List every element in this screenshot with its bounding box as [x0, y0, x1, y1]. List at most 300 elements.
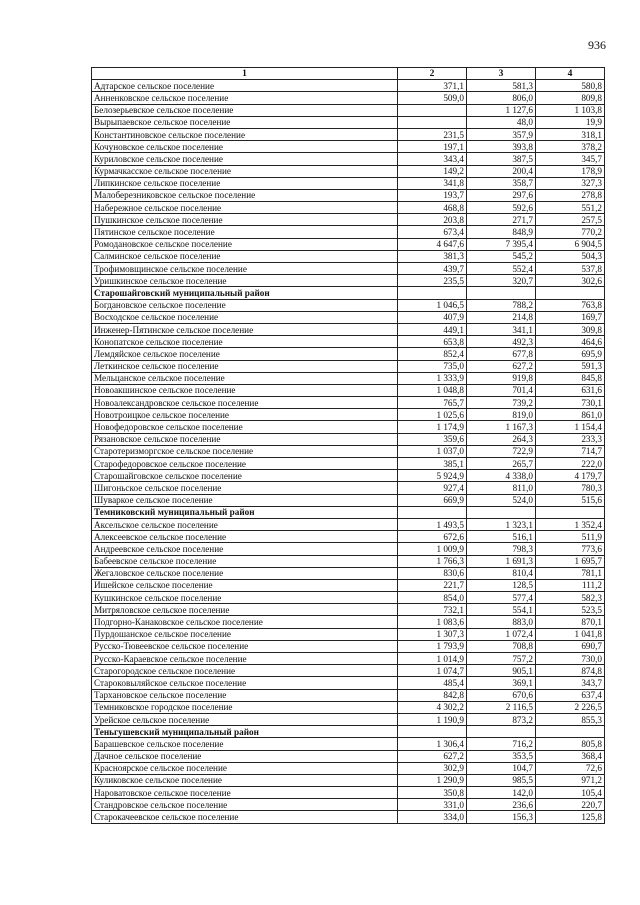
table-row — [92, 336, 605, 348]
value-cell-4 — [536, 287, 605, 299]
value-cell-3: 128,5 — [467, 579, 536, 591]
row-name-cell: Старошайговский муниципальный район — [92, 287, 398, 299]
value-cell-3: 265,7 — [467, 458, 536, 470]
table-row — [92, 238, 605, 250]
value-cell-2: 1 025,6 — [398, 409, 467, 421]
table-row — [92, 299, 605, 311]
value-cell-3: 492,3 — [467, 336, 536, 348]
row-name-cell: Новоакшинское сельское поселение — [92, 384, 398, 396]
value-cell-3: 236,6 — [467, 799, 536, 811]
value-cell-2: 672,6 — [398, 531, 467, 543]
value-cell-4: 278,8 — [536, 189, 605, 201]
value-cell-2: 669,9 — [398, 494, 467, 506]
value-cell-4: 2 226,5 — [536, 701, 605, 713]
value-cell-3: 2 116,5 — [467, 701, 536, 713]
value-cell-3: 919,8 — [467, 372, 536, 384]
value-cell-3: 873,2 — [467, 713, 536, 725]
value-cell-2: 5 924,9 — [398, 470, 467, 482]
table-row — [92, 445, 605, 457]
table-row — [92, 640, 605, 652]
value-cell-4: 523,5 — [536, 604, 605, 616]
row-name-cell: Курмачкасское сельское поселение — [92, 165, 398, 177]
row-name-cell: Шигоньское сельское поселение — [92, 482, 398, 494]
value-cell-3: 142,0 — [467, 787, 536, 799]
row-name-cell: Старогородское сельское поселение — [92, 665, 398, 677]
value-cell-3 — [467, 506, 536, 518]
row-name-cell: Адтарское сельское поселение — [92, 80, 398, 92]
value-cell-4: 1 041,8 — [536, 628, 605, 640]
value-cell-3: 1 323,1 — [467, 518, 536, 530]
value-cell-2: 407,9 — [398, 311, 467, 323]
value-cell-2: 1 009,9 — [398, 543, 467, 555]
value-cell-4: 345,7 — [536, 153, 605, 165]
value-cell-4: 111,2 — [536, 579, 605, 591]
value-cell-3: 1 072,4 — [467, 628, 536, 640]
row-name-cell: Кочуновское сельское поселение — [92, 141, 398, 153]
value-cell-2: 842,8 — [398, 689, 467, 701]
table-row — [92, 555, 605, 567]
value-cell-3: 545,2 — [467, 250, 536, 262]
table-row — [92, 628, 605, 640]
table-row — [92, 433, 605, 445]
value-cell-3: 357,9 — [467, 128, 536, 140]
table-row — [92, 128, 605, 140]
value-cell-2: 334,0 — [398, 811, 467, 823]
value-cell-3: 798,3 — [467, 543, 536, 555]
value-cell-2: 1 074,7 — [398, 665, 467, 677]
row-name-cell: Набережное сельское поселение — [92, 202, 398, 214]
row-name-cell: Подгорно-Канаковское сельское поселение — [92, 616, 398, 628]
row-name-cell: Урейское сельское поселение — [92, 713, 398, 725]
value-cell-4: 781,1 — [536, 567, 605, 579]
table-row — [92, 153, 605, 165]
table-row — [92, 92, 605, 104]
table-row — [92, 104, 605, 116]
value-cell-3: 104,7 — [467, 762, 536, 774]
value-cell-4: 105,4 — [536, 787, 605, 799]
value-cell-2: 371,1 — [398, 80, 467, 92]
table-row — [92, 811, 605, 823]
value-cell-4: 378,2 — [536, 141, 605, 153]
value-cell-3: 214,8 — [467, 311, 536, 323]
table-row — [92, 311, 605, 323]
table-row — [92, 518, 605, 530]
row-name-cell: Новофедоровское сельское поселение — [92, 421, 398, 433]
row-name-cell: Салминское сельское поселение — [92, 250, 398, 262]
value-cell-3: 848,9 — [467, 226, 536, 238]
value-cell-2: 221,7 — [398, 579, 467, 591]
value-cell-2: 4 647,6 — [398, 238, 467, 250]
value-cell-3: 1 167,3 — [467, 421, 536, 433]
row-name-cell: Красноярское сельское поселение — [92, 762, 398, 774]
row-name-cell: Старошайговское сельское поселение — [92, 470, 398, 482]
value-cell-3: 271,7 — [467, 214, 536, 226]
table-row — [92, 397, 605, 409]
value-cell-2: 1 793,9 — [398, 640, 467, 652]
row-name-cell: Аксельское сельское поселение — [92, 518, 398, 530]
value-cell-3: 353,5 — [467, 750, 536, 762]
value-cell-4: 19,9 — [536, 116, 605, 128]
value-cell-3: 200,4 — [467, 165, 536, 177]
value-cell-3: 819,0 — [467, 409, 536, 421]
row-name-cell: Анненковское сельское поселение — [92, 92, 398, 104]
value-cell-4: 773,6 — [536, 543, 605, 555]
value-cell-3: 627,2 — [467, 360, 536, 372]
row-name-cell: Пятинское сельское поселение — [92, 226, 398, 238]
value-cell-3: 985,5 — [467, 774, 536, 786]
value-cell-4: 327,3 — [536, 177, 605, 189]
table-row — [92, 713, 605, 725]
table-row — [92, 384, 605, 396]
value-cell-2: 1 290,9 — [398, 774, 467, 786]
value-cell-2: 350,8 — [398, 787, 467, 799]
value-cell-3: 806,0 — [467, 92, 536, 104]
row-name-cell: Ромодановское сельское поселение — [92, 238, 398, 250]
value-cell-4: 368,4 — [536, 750, 605, 762]
table-row — [92, 787, 605, 799]
budget-table — [91, 67, 605, 824]
value-cell-4: 971,2 — [536, 774, 605, 786]
table-row — [92, 738, 605, 750]
value-cell-3: 264,3 — [467, 433, 536, 445]
column-header-2: 2 — [398, 68, 467, 80]
table-row — [92, 348, 605, 360]
value-cell-4: 1 154,4 — [536, 421, 605, 433]
row-name-cell: Константиновское сельское поселение — [92, 128, 398, 140]
value-cell-3: 297,6 — [467, 189, 536, 201]
row-name-cell: Куликовское сельское поселение — [92, 774, 398, 786]
table-row — [92, 750, 605, 762]
row-name-cell: Тархановское сельское поселение — [92, 689, 398, 701]
section-header-row — [92, 726, 605, 738]
value-cell-4: 591,3 — [536, 360, 605, 372]
row-name-cell: Лемдяйское сельское поселение — [92, 348, 398, 360]
table-row — [92, 689, 605, 701]
row-name-cell: Алексеевское сельское поселение — [92, 531, 398, 543]
value-cell-2: 359,6 — [398, 433, 467, 445]
value-cell-2: 927,4 — [398, 482, 467, 494]
value-cell-2 — [398, 287, 467, 299]
value-cell-3: 701,4 — [467, 384, 536, 396]
table-row — [92, 80, 605, 92]
row-name-cell: Митряловское сельское поселение — [92, 604, 398, 616]
value-cell-4: 580,8 — [536, 80, 605, 92]
row-name-cell: Старотеризморгское сельское поселение — [92, 445, 398, 457]
value-cell-3: 739,2 — [467, 397, 536, 409]
value-cell-4: 343,7 — [536, 677, 605, 689]
column-header-3: 3 — [467, 68, 536, 80]
value-cell-3: 670,6 — [467, 689, 536, 701]
table-row — [92, 263, 605, 275]
value-cell-3: 905,1 — [467, 665, 536, 677]
value-cell-4: 178,9 — [536, 165, 605, 177]
row-name-cell: Пурдошанское сельское поселение — [92, 628, 398, 640]
value-cell-2: 830,6 — [398, 567, 467, 579]
value-cell-3: 4 338,0 — [467, 470, 536, 482]
value-cell-2 — [398, 116, 467, 128]
value-cell-2: 149,2 — [398, 165, 467, 177]
value-cell-2: 1 037,0 — [398, 445, 467, 457]
value-cell-4: 805,8 — [536, 738, 605, 750]
row-name-cell: Барашевское сельское поселение — [92, 738, 398, 750]
value-cell-2: 1 333,9 — [398, 372, 467, 384]
table-row — [92, 579, 605, 591]
value-cell-4: 464,6 — [536, 336, 605, 348]
value-cell-3: 788,2 — [467, 299, 536, 311]
row-name-cell: Андреевское сельское поселение — [92, 543, 398, 555]
value-cell-2: 343,4 — [398, 153, 467, 165]
row-name-cell: Дачное сельское поселение — [92, 750, 398, 762]
table-row — [92, 323, 605, 335]
value-cell-4: 730,0 — [536, 653, 605, 665]
value-cell-3: 811,0 — [467, 482, 536, 494]
row-name-cell: Вырыпаевское сельское поселение — [92, 116, 398, 128]
row-name-cell: Нароватовское сельское поселение — [92, 787, 398, 799]
value-cell-3: 516,1 — [467, 531, 536, 543]
table-row — [92, 567, 605, 579]
value-cell-2: 765,7 — [398, 397, 467, 409]
value-cell-2: 732,1 — [398, 604, 467, 616]
value-cell-2: 439,7 — [398, 263, 467, 275]
value-cell-4: 220,7 — [536, 799, 605, 811]
table-row — [92, 421, 605, 433]
value-cell-2: 1 174,9 — [398, 421, 467, 433]
value-cell-3 — [467, 726, 536, 738]
row-name-cell: Трофимовщинское сельское поселение — [92, 263, 398, 275]
table-row — [92, 202, 605, 214]
value-cell-2: 468,8 — [398, 202, 467, 214]
value-cell-3: 1 691,3 — [467, 555, 536, 567]
row-name-cell: Шуваркое сельское поселение — [92, 494, 398, 506]
value-cell-2: 653,8 — [398, 336, 467, 348]
table-row — [92, 141, 605, 153]
value-cell-2 — [398, 104, 467, 116]
table-row — [92, 189, 605, 201]
table-row — [92, 482, 605, 494]
value-cell-4: 861,0 — [536, 409, 605, 421]
value-cell-3: 524,0 — [467, 494, 536, 506]
table-row — [92, 762, 605, 774]
value-cell-4: 257,5 — [536, 214, 605, 226]
value-cell-2: 231,5 — [398, 128, 467, 140]
table-row — [92, 360, 605, 372]
value-cell-2: 1 307,3 — [398, 628, 467, 640]
value-cell-2: 331,0 — [398, 799, 467, 811]
value-cell-4 — [536, 506, 605, 518]
value-cell-4: 309,8 — [536, 323, 605, 335]
value-cell-3 — [467, 287, 536, 299]
value-cell-2: 852,4 — [398, 348, 467, 360]
value-cell-4: 845,8 — [536, 372, 605, 384]
table-row — [92, 774, 605, 786]
table-row — [92, 250, 605, 262]
table-row — [92, 116, 605, 128]
value-cell-3: 708,8 — [467, 640, 536, 652]
value-cell-4: 1 695,7 — [536, 555, 605, 567]
value-cell-4: 763,8 — [536, 299, 605, 311]
row-name-cell: Кушкинское сельское поселение — [92, 592, 398, 604]
table-row — [92, 372, 605, 384]
value-cell-2: 197,1 — [398, 141, 467, 153]
value-cell-3: 810,4 — [467, 567, 536, 579]
value-cell-2: 1 493,5 — [398, 518, 467, 530]
row-name-cell: Стандровское сельское поселение — [92, 799, 398, 811]
row-name-cell: Темниковское городское поселение — [92, 701, 398, 713]
value-cell-4: 504,3 — [536, 250, 605, 262]
table-row — [92, 531, 605, 543]
value-cell-2: 1 048,8 — [398, 384, 467, 396]
value-cell-3: 369,1 — [467, 677, 536, 689]
value-cell-3: 554,1 — [467, 604, 536, 616]
row-name-cell: Теньгушевский муниципальный район — [92, 726, 398, 738]
row-name-cell: Рязановское сельское поселение — [92, 433, 398, 445]
value-cell-2: 4 302,2 — [398, 701, 467, 713]
row-name-cell: Старофедоровское сельское поселение — [92, 458, 398, 470]
row-name-cell: Белозерьевское сельское поселение — [92, 104, 398, 116]
table-row — [92, 409, 605, 421]
value-cell-4: 6 904,5 — [536, 238, 605, 250]
value-cell-3: 393,8 — [467, 141, 536, 153]
value-cell-4: 780,3 — [536, 482, 605, 494]
value-cell-2: 509,0 — [398, 92, 467, 104]
value-cell-2: 485,4 — [398, 677, 467, 689]
table-row — [92, 799, 605, 811]
value-cell-4: 125,8 — [536, 811, 605, 823]
row-name-cell: Малоберезниковское сельское поселение — [92, 189, 398, 201]
value-cell-2: 1 046,5 — [398, 299, 467, 311]
row-name-cell: Уришкинское сельское поселение — [92, 275, 398, 287]
value-cell-2: 673,4 — [398, 226, 467, 238]
value-cell-4: 169,7 — [536, 311, 605, 323]
value-cell-2: 1 083,6 — [398, 616, 467, 628]
row-name-cell: Новоалександровское сельское поселение — [92, 397, 398, 409]
value-cell-4: 551,2 — [536, 202, 605, 214]
value-cell-2: 735,0 — [398, 360, 467, 372]
value-cell-3: 156,3 — [467, 811, 536, 823]
value-cell-3: 757,2 — [467, 653, 536, 665]
table-row — [92, 665, 605, 677]
row-name-cell: Леткинское сельское поселение — [92, 360, 398, 372]
value-cell-2: 381,3 — [398, 250, 467, 262]
value-cell-4 — [536, 726, 605, 738]
value-cell-4: 809,8 — [536, 92, 605, 104]
value-cell-3: 577,4 — [467, 592, 536, 604]
table-row — [92, 458, 605, 470]
row-name-cell: Бабеевское сельское поселение — [92, 555, 398, 567]
value-cell-4: 302,6 — [536, 275, 605, 287]
value-cell-2: 449,1 — [398, 323, 467, 335]
table-row — [92, 604, 605, 616]
value-cell-3: 48,0 — [467, 116, 536, 128]
row-name-cell: Пушкинское сельское поселение — [92, 214, 398, 226]
value-cell-4: 874,8 — [536, 665, 605, 677]
value-cell-4: 637,4 — [536, 689, 605, 701]
table-row — [92, 616, 605, 628]
value-cell-3: 320,7 — [467, 275, 536, 287]
value-cell-2: 1 766,3 — [398, 555, 467, 567]
row-name-cell: Конопатское сельское поселение — [92, 336, 398, 348]
value-cell-2: 1 014,9 — [398, 653, 467, 665]
row-name-cell: Богдановское сельское поселение — [92, 299, 398, 311]
value-cell-4: 318,1 — [536, 128, 605, 140]
page-number: 936 — [588, 38, 606, 52]
table-row — [92, 677, 605, 689]
value-cell-4: 870,1 — [536, 616, 605, 628]
row-name-cell: Темниковский муниципальный район — [92, 506, 398, 518]
value-cell-2: 1 190,9 — [398, 713, 467, 725]
value-cell-4: 695,9 — [536, 348, 605, 360]
section-header-row — [92, 287, 605, 299]
value-cell-2: 854,0 — [398, 592, 467, 604]
column-header-4: 4 — [536, 68, 605, 80]
row-name-cell: Ишейское сельское поселение — [92, 579, 398, 591]
value-cell-4: 855,3 — [536, 713, 605, 725]
value-cell-4: 1 352,4 — [536, 518, 605, 530]
table-row — [92, 470, 605, 482]
row-name-cell: Липкинское сельское поселение — [92, 177, 398, 189]
row-name-cell: Мельцанское сельское поселение — [92, 372, 398, 384]
table-row — [92, 701, 605, 713]
value-cell-4: 690,7 — [536, 640, 605, 652]
value-cell-4: 515,6 — [536, 494, 605, 506]
table-header-row — [92, 68, 605, 80]
value-cell-2 — [398, 726, 467, 738]
value-cell-2: 385,1 — [398, 458, 467, 470]
row-name-cell: Новотроицкое сельское поселение — [92, 409, 398, 421]
value-cell-4: 72,6 — [536, 762, 605, 774]
table-row — [92, 177, 605, 189]
row-name-cell: Инженер-Пятинское сельское поселение — [92, 323, 398, 335]
value-cell-3: 581,3 — [467, 80, 536, 92]
value-cell-4: 537,8 — [536, 263, 605, 275]
row-name-cell: Жегаловское сельское поселение — [92, 567, 398, 579]
value-cell-4: 631,6 — [536, 384, 605, 396]
value-cell-4: 582,3 — [536, 592, 605, 604]
table-row — [92, 226, 605, 238]
value-cell-4: 770,2 — [536, 226, 605, 238]
value-cell-2 — [398, 506, 467, 518]
value-cell-2: 193,7 — [398, 189, 467, 201]
table-row — [92, 214, 605, 226]
value-cell-4: 1 103,8 — [536, 104, 605, 116]
value-cell-3: 552,4 — [467, 263, 536, 275]
row-name-cell: Старокачеевское сельское поселение — [92, 811, 398, 823]
value-cell-2: 341,8 — [398, 177, 467, 189]
section-header-row — [92, 506, 605, 518]
value-cell-2: 1 306,4 — [398, 738, 467, 750]
value-cell-3: 387,5 — [467, 153, 536, 165]
value-cell-4: 714,7 — [536, 445, 605, 457]
row-name-cell: Староковыляйское сельское поселение — [92, 677, 398, 689]
value-cell-3: 722,9 — [467, 445, 536, 457]
value-cell-2: 627,2 — [398, 750, 467, 762]
value-cell-3: 716,2 — [467, 738, 536, 750]
value-cell-3: 358,7 — [467, 177, 536, 189]
value-cell-2: 302,9 — [398, 762, 467, 774]
value-cell-3: 592,6 — [467, 202, 536, 214]
row-name-cell: Русско-Тювеевское сельское поселение — [92, 640, 398, 652]
value-cell-4: 4 179,7 — [536, 470, 605, 482]
value-cell-4: 233,3 — [536, 433, 605, 445]
value-cell-3: 7 395,4 — [467, 238, 536, 250]
row-name-cell: Восходское сельское поселение — [92, 311, 398, 323]
value-cell-3: 883,0 — [467, 616, 536, 628]
value-cell-2: 235,5 — [398, 275, 467, 287]
value-cell-4: 730,1 — [536, 397, 605, 409]
value-cell-3: 341,1 — [467, 323, 536, 335]
row-name-cell: Русско-Караевское сельское поселение — [92, 653, 398, 665]
table-row — [92, 494, 605, 506]
